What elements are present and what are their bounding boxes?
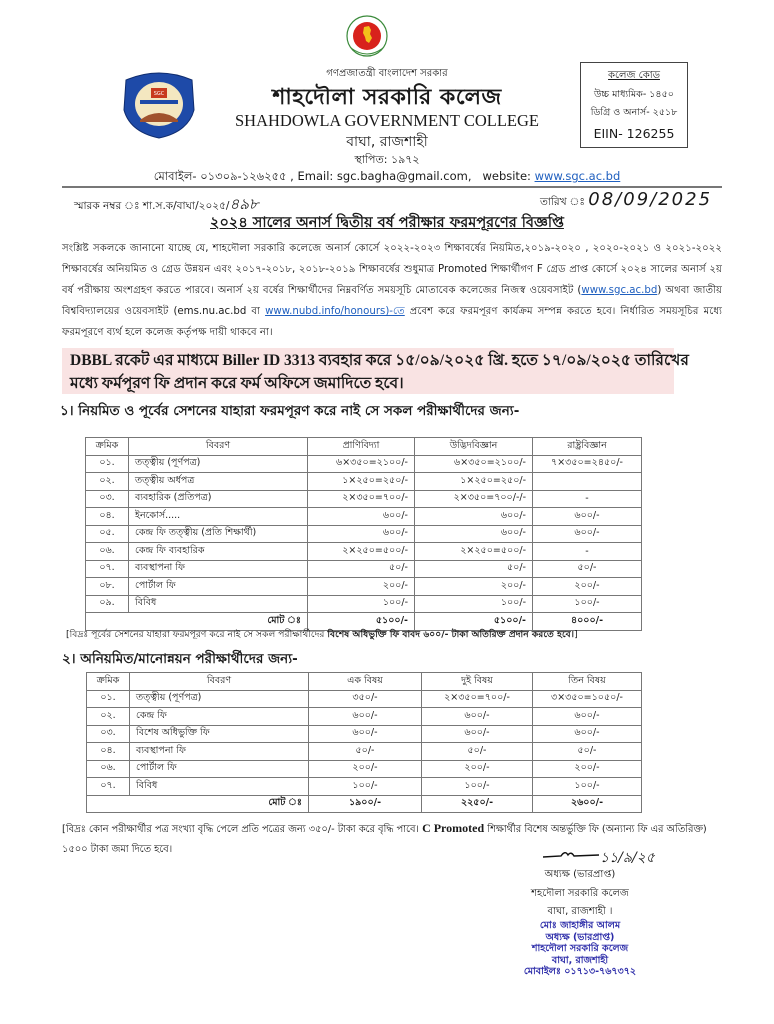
table-row [87,760,642,778]
body-text-1: সংশ্লিষ্ট সকলকে জানানো যাচ্ছে যে, শাহদৌলা সরকারি কলেজে অনার্স কোর্সে ২০২২-২০২৩ শিক্ষাবর্ষের নিয়মিত,২০১৯-২০২০ , ২০২০-২০২১ ও ২০২১-২০২২ শিক্ষাবর্ষের অনিয়মিত ও গ্রেড উন্নয়ন এবং ২০১৭-২০১৮, ২০১৮-২০১৯ শিক্ষাবর্ষের শুধুমাত্র Promoted শিক্ষার্থীগণ F গ্রেড প্রাপ্ত কোর্সে ২০২৪ সালের অনার্স ২য় বর্ষ পরীক্ষায় অংশগ্রহণ করতে পারবে। অনার্স ২য় বর্ষের শিক্ষার্থীদের নিম্নবর্ণিত সময়সূচি মোতাবেক কলেজের নিজস্ব ওয়েবসাইট ( [62,243,722,296]
amount-cell: ২×৩৫০=৭০০/-/- [415,490,533,508]
stamp-college: শাহদৌলা সরকারি কলেজ [531,943,629,954]
amount-cell: - [533,543,642,561]
college-name-bangla: শাহদৌলা সরকারি কলেজ [272,85,502,110]
serial-cell: ০৫. [86,525,129,543]
table-row [86,490,642,508]
footnote-bold: বিশেষ অধিভুক্তি ফি বাবদ ৬০০/- টাকা অতিরিক্ত প্রদান করতে হবে। [327,629,575,640]
amount-cell: ৭×৩৫০=২৪৫০/- [533,455,642,473]
description-cell: তত্ত্বীয় (পূর্ণপত্র) [130,690,309,708]
serial-cell: ০৮. [86,578,129,596]
column-header: উদ্ভিদবিজ্ঞান [415,438,533,456]
government-name: গণপ্রজাতন্ত্রী বাংলাদেশ সরকার [326,68,448,79]
total-one-subject: ১৯০০/- [309,795,422,813]
amount-cell: ২×৩৫০=৭০০/- [422,690,533,708]
stamp-location: বাঘা, রাজশাহী [551,954,609,966]
total-political-science: ৪০০০/- [533,613,642,631]
body-text-3: প্রবেশ করে ফরমপূরণ কার্যক্রম সম্পন্ন করতে হবে। নির্ধারিত সময়সূচির মধ্যে ফরমপূরণে ব্যর্থ হলে কলেজ কর্তৃপক্ষ দায়ী থাকবে না। [62,306,722,338]
date-label: তারিখ ঃ [540,196,585,208]
amount-cell: ১০০/- [308,595,415,613]
eiin-number: EIIN- 126255 [593,126,675,141]
description-cell: ব্যবস্থাপনা ফি [130,743,309,761]
table-row [87,708,642,726]
description-cell: তত্ত্বীয় অর্ধপত্র [129,473,308,491]
amount-cell: ৩×৩৫০=১০৫০/- [533,690,642,708]
table-row [86,455,642,473]
amount-cell: ২০০/- [415,578,533,596]
established-year: স্থাপিত: ১৯৭২ [354,153,420,166]
description-cell: বিবিধ [130,778,309,796]
total-zoology: ৫১০০/- [308,613,415,631]
amount-cell: ৬০০/- [308,525,415,543]
website-link[interactable]: www.sgc.ac.bd [534,169,621,183]
section1-heading: ১। নিয়মিত ও পূর্বের সেশনের যাহারা ফরমপূরণ করে নাই সে সকল পরীক্ষার্থীদের জন্য- [60,403,520,419]
table-header-row [86,438,642,456]
amount-cell: ৬০০/- [533,708,642,726]
amount-cell: ২০০/- [533,578,642,596]
signature-scribble-icon [541,848,601,862]
description-cell: পোর্টাল ফি [130,760,309,778]
amount-cell: ৫০/- [533,560,642,578]
description-cell: তত্ত্বীয় (পূর্ণপত্র) [129,455,308,473]
amount-cell: ৫০/- [422,743,533,761]
serial-cell: ০৬. [87,760,130,778]
serial-cell: ০৭. [87,778,130,796]
signatory-block [495,866,665,922]
column-header: তিন বিষয় [533,673,642,691]
fee-table-regular [85,437,642,631]
description-cell: ব্যবহারিক (প্রতিপত্র) [129,490,308,508]
amount-cell: ৬০০/- [308,508,415,526]
stamp-name: মোঃ জাহাঙ্গীর আলম [539,920,621,931]
column-header: প্রাণিবিদ্যা [308,438,415,456]
table-row [86,560,642,578]
amount-cell: ১০০/- [309,778,422,796]
description-cell: ব্যবস্থাপনা ফি [129,560,308,578]
serial-cell: ০১. [86,455,129,473]
body-text-2: ) অথবা জাতীয় বিশ্ববিদ্যালয়ের ওয়েবসাইট (ems.nu.ac.bd বা [62,285,723,317]
amount-cell: - [533,490,642,508]
serial-cell: ০৪. [86,508,129,526]
total-label: মোট ঃ [87,795,309,813]
notice-body [62,238,722,343]
description-cell: বিবিধ [129,595,308,613]
amount-cell: ১০০/- [422,778,533,796]
table-row [86,508,642,526]
total-botany: ৫১০০/- [415,613,533,631]
fee-table-irregular [86,672,642,813]
table-row [87,690,642,708]
reference-label: স্মারক নম্বর ঃ শা.স.ক/বাঘা/২০২৫/ [74,200,230,212]
column-header: বিবরণ [129,438,308,456]
notice-title [0,212,774,236]
amount-cell: ২০০/- [533,760,642,778]
amount-cell: ১×২৫০=২৫০/- [308,473,415,491]
footnote-bold: C Promoted [422,821,485,835]
svg-text:SGC: SGC [153,91,165,97]
serial-cell: ০৩. [87,725,130,743]
table-row [86,543,642,561]
amount-cell: ২×২৫০=৫০০/- [415,543,533,561]
total-two-subjects: ২২৫০/- [422,795,533,813]
date-handwritten: 08/09/2025 [588,189,713,210]
amount-cell: ৬০০/- [533,508,642,526]
amount-cell: ৬×৩৫০=২১০০/- [308,455,415,473]
amount-cell: ৫০/- [533,743,642,761]
stamp-designation: অধ্যক্ষ (ভারপ্রাপ্ত) [545,931,615,943]
column-header: ক্রমিক [87,673,130,691]
serial-cell: ০২. [86,473,129,491]
notice-date [540,189,712,212]
college-name-english: SHAHDOWLA GOVERNMENT COLLEGE [234,111,539,130]
signatory-college: শহদৌলা সরকারি কলেজ [531,887,629,899]
column-header: দুই বিষয় [422,673,533,691]
description-cell: বিশেষ অধিভুক্তি ফি [130,725,309,743]
footnote-text-2: শিক্ষার্থীর বিশেষ অন্তর্ভুক্তি ফি (অন্যান্য ফি এর অতিরিক্ত) ১৫০০ টাকা জমা দিতে হবে। [62,824,707,855]
serial-cell: ০৯. [86,595,129,613]
amount-cell: ৬×৩৫০=২১০০/- [415,455,533,473]
amount-cell: ২×৩৫০=৭০০/- [308,490,415,508]
table-total-row [87,795,642,813]
description-cell: ইনকোর্স..... [129,508,308,526]
amount-cell: ২×২৫০=৫০০/- [308,543,415,561]
notice-title-text: ২০২৪ সালের অনার্স দ্বিতীয় বর্ষ পরীক্ষার ফরমপূরণের বিজ্ঞপ্তি [210,215,564,231]
header-divider [62,186,722,188]
amount-cell: ৫০/- [308,560,415,578]
website-label: website: [482,169,531,183]
description-cell: পোর্টাল ফি [129,578,308,596]
amount-cell: ৬০০/- [422,708,533,726]
footnote-text: [বিদ্রঃ কোন পরীক্ষার্থীর পত্র সংখ্যা বৃদ্ধি পেলে প্রতি পত্রের জন্য ৩৫০/- টাকা করে বৃদ্ধি পাবে। [62,824,423,835]
amount-cell: ২০০/- [308,578,415,596]
college-website-link[interactable]: www.sgc.ac.bd [581,285,658,296]
amount-cell: ২০০/- [309,760,422,778]
table-row [86,595,642,613]
amount-cell: ৬০০/- [533,725,642,743]
amount-cell: ৩৫০/- [309,690,422,708]
amount-cell [533,473,642,491]
serial-cell: ০৭. [86,560,129,578]
table-row [87,743,642,761]
amount-cell: ৬০০/- [533,525,642,543]
section1-footnote [66,627,578,642]
mobile-number: মোবাইল- ০১৩০৯-১২৬২৫৫ , [153,169,294,183]
signatory-location: বাঘা, রাজশাহী । [547,906,613,917]
column-header: বিবরণ [130,673,309,691]
table-row [86,578,642,596]
amount-cell: ৫০/- [415,560,533,578]
table-row [87,778,642,796]
college-location: বাঘা, রাজশাহী [346,134,428,150]
serial-cell: ০৪. [87,743,130,761]
amount-cell: ১০০/- [533,595,642,613]
serial-cell: ০৩. [86,490,129,508]
table-row [86,473,642,491]
amount-cell: ৬০০/- [415,508,533,526]
table-row [86,525,642,543]
amount-cell: ৬০০/- [309,725,422,743]
college-code-box [580,62,688,148]
footnote-close: ] [574,629,578,640]
table-header-row [87,673,642,691]
description-cell: কেন্দ্র ফি [130,708,309,726]
description-cell: কেন্দ্র ফি তত্ত্বীয় (প্রতি শিক্ষার্থী) [129,525,308,543]
hsc-code: উচ্চ মাধ্যমিক- ১৪৫০ [594,89,674,100]
table-row [87,725,642,743]
contact-line [0,168,774,187]
column-header: ক্রমিক [86,438,129,456]
reference-handwritten: ৪৯৮ [229,195,259,213]
signatory-designation: অধ্যক্ষ (ভারপ্রাপ্ত) [544,869,616,880]
serial-cell: ০১. [87,690,130,708]
amount-cell: ৫০/- [309,743,422,761]
signature-date: ১১/৯/২৫ [600,850,655,866]
degree-honours-code: ডিগ্রি ও অনার্স- ২৫১৮ [590,107,678,118]
official-stamp [505,920,655,978]
college-code-title: কলেজ কোড [608,70,660,81]
amount-cell: ৬০০/- [309,708,422,726]
total-label: মোট ঃ [86,613,308,631]
amount-cell: ১০০/- [533,778,642,796]
amount-cell: ২০০/- [422,760,533,778]
amount-cell: ৬০০/- [415,525,533,543]
serial-cell: ০৬. [86,543,129,561]
column-header: রাষ্ট্রবিজ্ঞান [533,438,642,456]
total-three-subjects: ২৬০০/- [533,795,642,813]
serial-cell: ০২. [87,708,130,726]
section2-heading: ২। অনিয়মিত/মানোন্নয়ন পরীক্ষার্থীদের জন্য- [62,651,298,667]
payment-instruction: DBBL রকেট এর মাধ্যমে Biller ID 3313 ব্যবহার করে ১৫/০৯/২০২৫ খ্রি. হতে ১৭/০৯/২০২৫ তারিখের মধ্যে ফর্মপূরণ ফি প্রদান করে ফর্ম অফিসে জমাদিতে হবে। [70,352,689,392]
amount-cell: ৬০০/- [422,725,533,743]
amount-cell: ১০০/- [415,595,533,613]
bangladesh-government-emblem-icon [345,14,389,64]
footnote-text: [বিদ্রঃ পূর্বের সেশনের যাহারা ফরমপূরণ করে নাই সে সকল পরীক্ষার্থীদের [66,629,328,640]
column-header: এক বিষয় [309,673,422,691]
amount-cell: ১×২৫০=২৫০/- [415,473,533,491]
nubd-honours-link[interactable]: www.nubd.info/honours)-তে [265,306,405,317]
description-cell: কেন্দ্র ফি ব্যবহারিক [129,543,308,561]
stamp-mobile: মোবাইলঃ ০১৭১৩-৭৬৭৩৭২ [523,966,637,977]
email[interactable]: Email: sgc.bagha@gmail.com, [297,169,472,183]
